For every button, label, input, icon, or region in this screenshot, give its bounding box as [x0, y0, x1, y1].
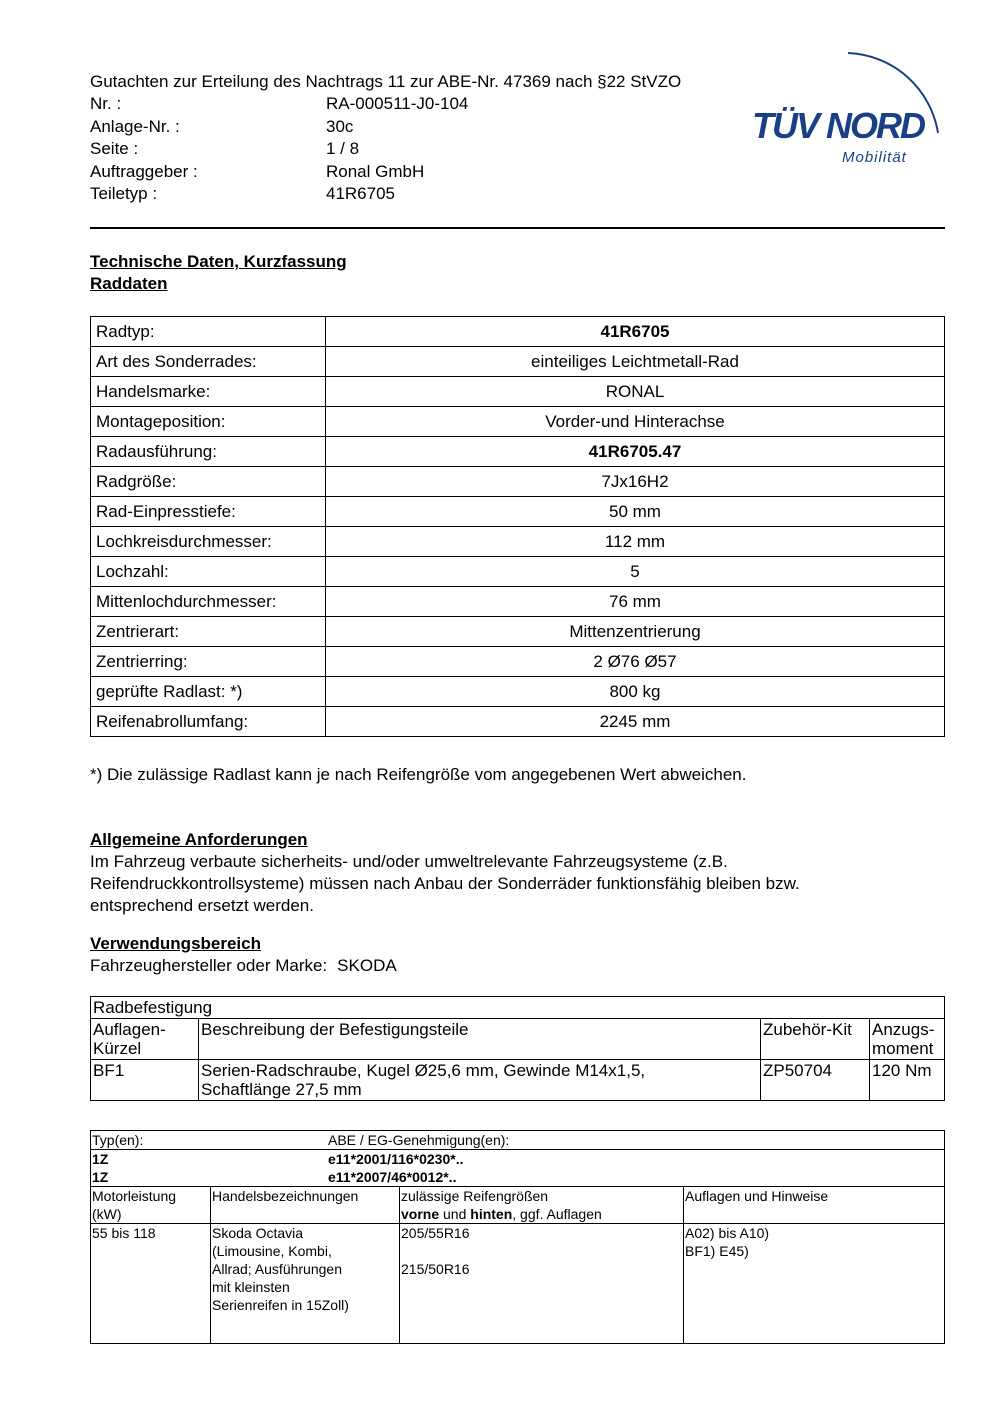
section-allgemeine-anforderungen — [90, 829, 800, 917]
section-verwendungsbereich — [90, 933, 397, 977]
table-row — [91, 467, 945, 497]
abe-value: e11*2001/116*0230*.. — [328, 1151, 464, 1167]
row-label: Rad-Einpresstiefe: — [91, 497, 326, 527]
row-label: Zentrierart: — [91, 617, 326, 647]
table-cell: 120 Nm — [870, 1060, 945, 1101]
tuv-nord-logo — [748, 48, 948, 173]
table-row — [91, 557, 945, 587]
table-row — [91, 997, 945, 1019]
section-title: Technische Daten, Kurzfassung — [90, 252, 347, 271]
table-cell: ZP50704 — [761, 1060, 870, 1101]
tire-cell: 205/55R16 215/50R16 — [400, 1224, 684, 1344]
row-value: einteiliges Leichtmetall-Rad — [326, 347, 945, 377]
table-row — [91, 1131, 945, 1150]
abe-value: e11*2007/46*0012*.. — [328, 1169, 457, 1185]
row-label: Radgröße: — [91, 467, 326, 497]
table-row — [91, 1150, 945, 1187]
table-row — [91, 437, 945, 467]
raddaten-table — [90, 316, 945, 737]
header-row-auftraggeber: Auftraggeber : Ronal GmbH — [90, 161, 425, 181]
table-header-row — [91, 1187, 945, 1224]
section-technische-daten — [90, 251, 347, 295]
header-cell: Motorleistung (kW) — [91, 1187, 211, 1224]
typ-genehmigung-table — [90, 1130, 945, 1344]
header-divider — [90, 227, 945, 229]
table-cell: Serien-Radschraube, Kugel Ø25,6 mm, Gewinde M14x1,5, Schaftlänge 27,5 mm — [199, 1060, 761, 1101]
table-header-row — [91, 1019, 945, 1060]
table-row — [91, 1224, 945, 1344]
typ-value: 1Z — [92, 1151, 109, 1167]
document-header — [90, 71, 681, 205]
paragraph-line: Im Fahrzeug verbaute sicherheits- und/oder umweltrelevante Fahrzeugsysteme (z.B. — [90, 852, 728, 871]
row-label: Zentrierring: — [91, 647, 326, 677]
document-title: Gutachten zur Erteilung des Nachtrags 11 zur ABE-Nr. 47369 nach §22 StVZO — [90, 72, 682, 91]
radlast-footnote: *) Die zulässige Radlast kann je nach Reifengröße vom angegebenen Wert abweichen. — [90, 765, 747, 784]
row-label: Radtyp: — [91, 317, 326, 347]
row-value: 2 Ø76 Ø57 — [326, 647, 945, 677]
section-subtitle: Raddaten — [90, 274, 168, 293]
paragraph-line: Reifendruckkontrollsysteme) müssen nach Anbau der Sonderräder funktionsfähig bleiben bzw. — [90, 874, 800, 893]
table-row — [91, 347, 945, 377]
row-value: 5 — [326, 557, 945, 587]
table-cell: BF1 — [91, 1060, 199, 1101]
table-row — [91, 497, 945, 527]
row-value: 41R6705.47 — [326, 437, 945, 467]
table-row — [91, 587, 945, 617]
typ-label: Typ(en): — [92, 1132, 144, 1148]
row-value: 7Jx16H2 — [326, 467, 945, 497]
header-row-seite: Seite : 1 / 8 — [90, 139, 360, 159]
row-value: Vorder-und Hinterachse — [326, 407, 945, 437]
table-row — [91, 407, 945, 437]
row-value: 800 kg — [326, 677, 945, 707]
svg-text:TÜV NORD: TÜV NORD — [752, 105, 924, 146]
radbefestigung-table — [90, 996, 945, 1101]
table-row — [91, 377, 945, 407]
header-row-teiletyp: Teiletyp : 41R6705 — [90, 184, 396, 204]
row-label: Lochkreisdurchmesser: — [91, 527, 326, 557]
row-label: geprüfte Radlast: *) — [91, 677, 326, 707]
row-value: 41R6705 — [326, 317, 945, 347]
header-cell: Auflagen- Kürzel — [91, 1019, 199, 1060]
table-row — [91, 677, 945, 707]
section-title: Verwendungsbereich — [90, 934, 261, 953]
row-value: RONAL — [326, 377, 945, 407]
header-cell: zulässige Reifengrößen vorne und hinten, ggf. Auflagen — [400, 1187, 684, 1224]
header-row-anlage: Anlage-Nr. : 30c — [90, 116, 354, 136]
manufacturer-line: Fahrzeughersteller oder Marke: SKODA — [90, 956, 397, 975]
header-cell: Beschreibung der Befestigungsteile — [199, 1019, 761, 1060]
row-value: 112 mm — [326, 527, 945, 557]
svg-text:Mobilität: Mobilität — [842, 149, 907, 166]
row-value: 2245 mm — [326, 707, 945, 737]
row-value: Mittenzentrierung — [326, 617, 945, 647]
power-cell: 55 bis 118 — [91, 1224, 211, 1344]
header-cell: Anzugs- moment — [870, 1019, 945, 1060]
notes-cell: A02) bis A10) BF1) E45) — [684, 1224, 945, 1344]
table-row — [91, 527, 945, 557]
typ-value: 1Z — [92, 1169, 109, 1185]
header-cell: Zubehör-Kit — [761, 1019, 870, 1060]
table-row — [91, 317, 945, 347]
row-label: Reifenabrollumfang: — [91, 707, 326, 737]
header-row-nr: Nr. : RA-000511-J0-104 — [90, 94, 469, 114]
table-row — [91, 1060, 945, 1101]
header-cell: Auflagen und Hinweise — [684, 1187, 945, 1224]
table-title: Radbefestigung — [91, 997, 945, 1019]
section-title: Allgemeine Anforderungen — [90, 830, 308, 849]
row-label: Lochzahl: — [91, 557, 326, 587]
manufacturer-value: SKODA — [337, 956, 397, 975]
abe-label: ABE / EG-Genehmigung(en): — [328, 1132, 510, 1148]
header-cell: Handelsbezeichnungen — [211, 1187, 400, 1224]
row-label: Handelsmarke: — [91, 377, 326, 407]
paragraph-line: entsprechend ersetzt werden. — [90, 896, 314, 915]
table-row — [91, 617, 945, 647]
row-label: Montageposition: — [91, 407, 326, 437]
row-label: Radausführung: — [91, 437, 326, 467]
table-row — [91, 707, 945, 737]
row-label: Mittenlochdurchmesser: — [91, 587, 326, 617]
row-value: 76 mm — [326, 587, 945, 617]
row-label: Art des Sonderrades: — [91, 347, 326, 377]
row-value: 50 mm — [326, 497, 945, 527]
table-row — [91, 647, 945, 677]
names-cell: Skoda Octavia (Limousine, Kombi, Allrad; Ausführungen mit kleinsten Serienreifen in 15Zoll) — [211, 1224, 400, 1344]
